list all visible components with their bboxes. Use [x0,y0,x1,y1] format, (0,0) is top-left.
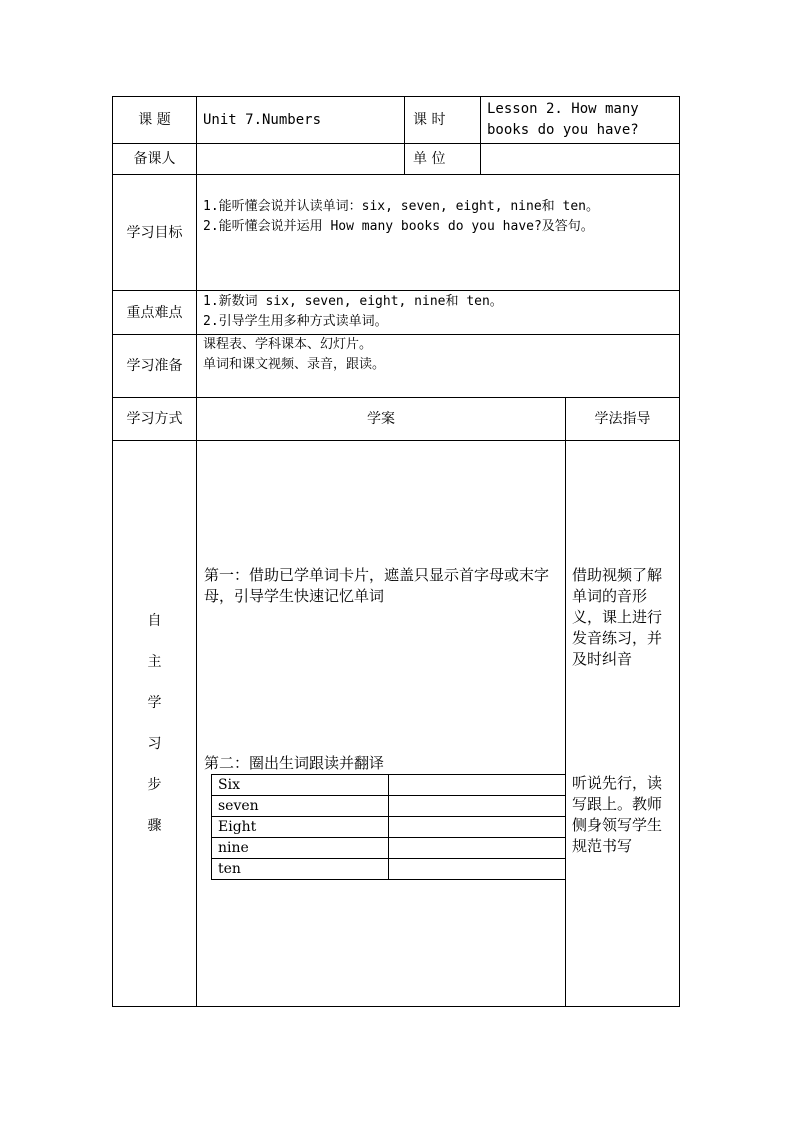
row-preparation [113,335,680,398]
key-point-line-1: 1.新数词 six, seven, eight, nine和 ten。 [203,294,503,309]
objective-line-2: 2.能听懂会说并运用 How many books do you have?及答句。 [203,219,594,234]
vocab-translation [389,859,566,880]
objectives-content [197,175,680,291]
vocab-word: nine [212,838,389,859]
period-label: 课 时 [405,97,481,144]
vocab-translation [389,817,566,838]
unit-value [481,144,680,175]
self-study-label [113,441,197,1007]
vocab-word: Six [212,775,389,796]
period-value: Lesson 2. How many books do you have? [481,97,680,144]
vocab-row [212,817,566,838]
key-points-content [197,291,680,335]
row-self-study [113,441,680,1007]
vocab-word: Eight [212,817,389,838]
topic-label: 课 题 [113,97,197,144]
lesson-plan-table [112,96,680,1007]
row-key-points [113,291,680,335]
row-objectives [113,175,680,291]
vocab-translation [389,796,566,817]
guide-header: 学法指导 [566,398,680,441]
method-header: 学习方式 [113,398,197,441]
self-study-char: 骤 [147,817,162,834]
unit-label: 单 位 [405,144,481,175]
vocab-row [212,859,566,880]
preparer-label: 备课人 [113,144,197,175]
topic-value: Unit 7.Numbers [197,97,405,144]
study-guide-cell [566,441,680,1007]
self-study-char: 学 [147,694,162,711]
step-one-text: 第一：借助已学单词卡片，遮盖只显示首字母或末字母，引导学生快速记忆单词 [204,566,550,605]
vocab-row [212,838,566,859]
study-plan-cell [197,441,566,1007]
vocab-word: seven [212,796,389,817]
row-column-headers [113,398,680,441]
vocab-row [212,796,566,817]
objective-line-1: 1.能听懂会说并认读单词：six, seven, eight, nine和 ten。 [203,199,599,214]
objectives-label: 学习目标 [113,175,197,291]
row-preparer [113,144,680,175]
guide-text-two: 听说先行，读写跟上。教师侧身领写学生规范书写 [572,774,663,855]
preparation-content [197,335,680,398]
self-study-char: 习 [147,735,162,752]
preparation-line-2: 单词和课文视频、录音，跟读。 [203,357,386,372]
self-study-char: 主 [147,653,162,670]
step-two-title: 第二：圈出生词跟读并翻译 [204,754,385,772]
vocab-translation [389,838,566,859]
vocab-row [212,775,566,796]
vocab-translation [389,775,566,796]
guide-text-one: 借助视频了解单词的音形义，课上进行发音练习，并及时纠音 [572,566,663,668]
row-topic [113,97,680,144]
preparer-value [197,144,405,175]
vocab-word: ten [212,859,389,880]
key-points-label: 重点难点 [113,291,197,335]
self-study-char: 自 [147,612,162,629]
self-study-char: 步 [147,776,162,793]
preparation-line-1: 课程表、学科课本、幻灯片。 [203,337,373,352]
vocab-table [211,774,566,880]
plan-header: 学案 [197,398,566,441]
preparation-label: 学习准备 [113,335,197,398]
key-point-line-2: 2.引导学生用多种方式读单词。 [203,314,388,329]
